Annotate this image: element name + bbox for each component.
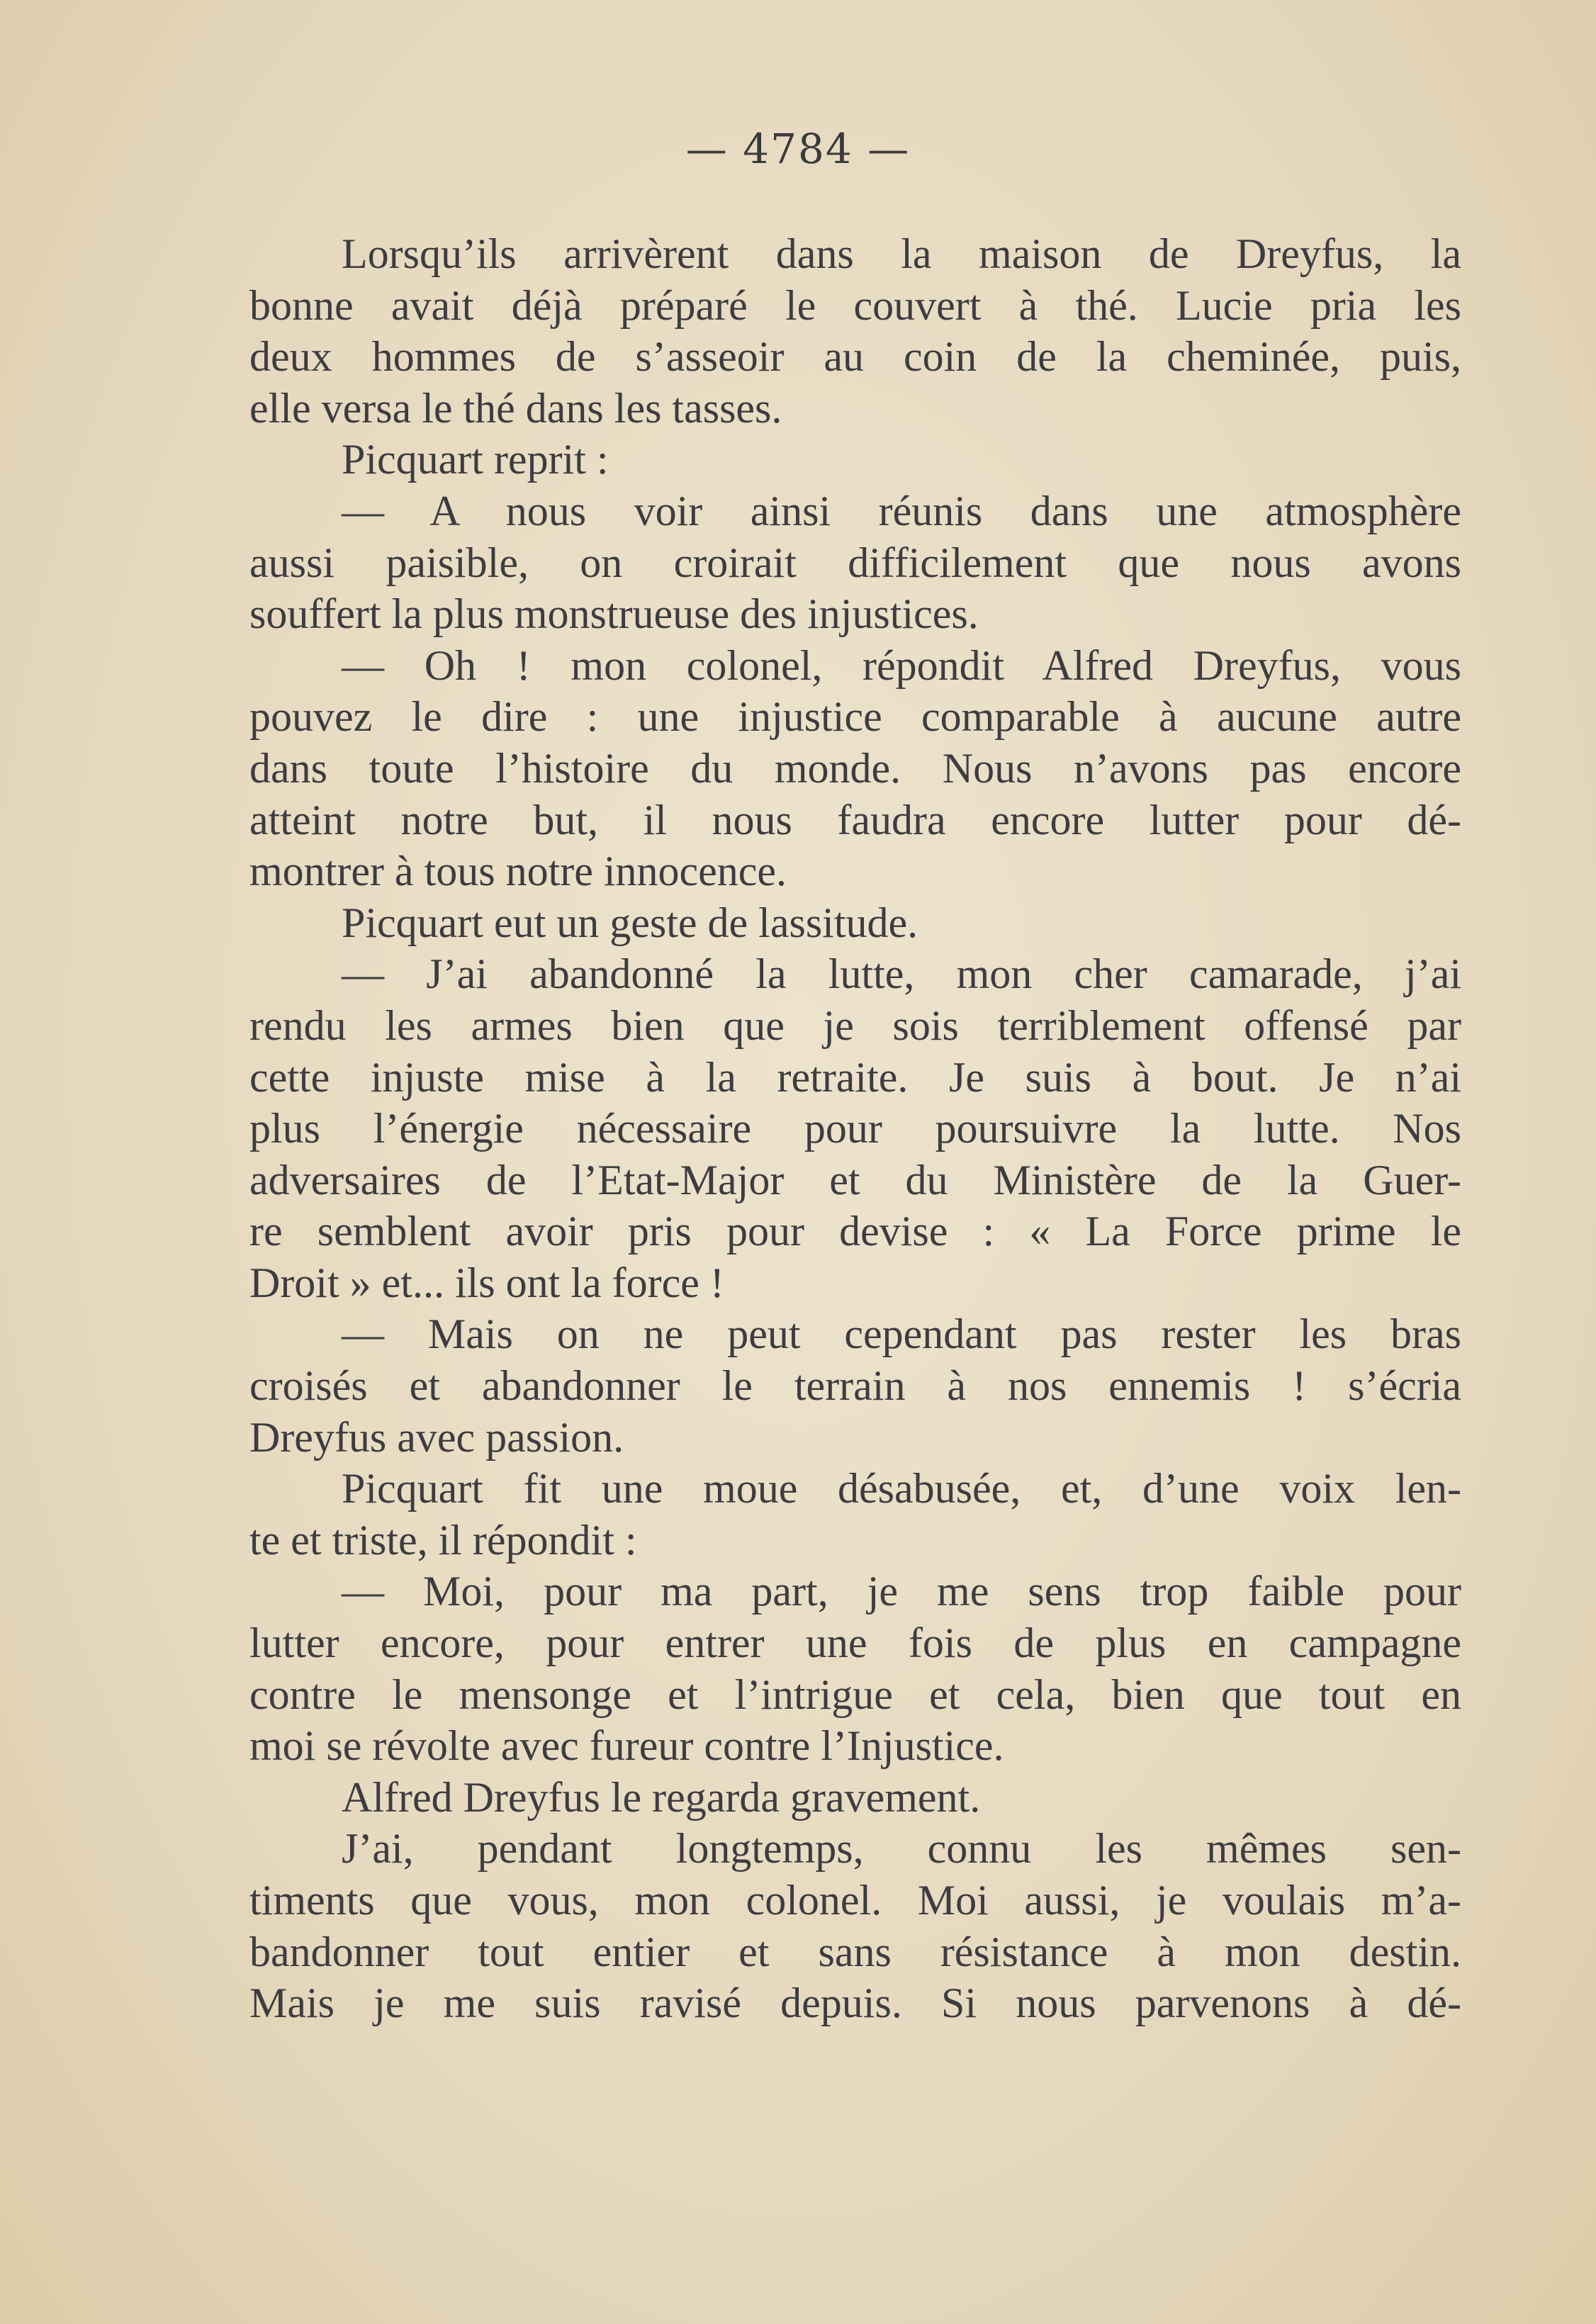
text-line: Picquart reprit :: [342, 436, 609, 483]
text-line: pouvez le dire : une injustice comparable à aucune autre: [249, 693, 1461, 741]
text-line: — Mais on ne peut cependant pas rester les bras: [342, 1310, 1461, 1358]
text-line: — Moi, pour ma part, je me sens trop faible pour: [342, 1568, 1461, 1615]
text-line: moi se révolte avec fureur contre l’Injustice.: [249, 1722, 1004, 1770]
body-text: [249, 228, 1461, 2029]
text-line: Droit » et... ils ont la force !: [249, 1259, 724, 1306]
text-line: te et triste, il répondit :: [249, 1516, 637, 1564]
text-line: souffert la plus monstrueuse des injustices.: [249, 590, 979, 638]
text-line: Picquart fit une moue désabusée, et, d’une voix len-: [342, 1465, 1461, 1512]
text-line: Picquart eut un geste de lassitude.: [342, 899, 918, 946]
text-line: — Oh ! mon colonel, répondit Alfred Dreyfus, vous: [342, 641, 1461, 689]
text-line: re semblent avoir pris pour devise : « La Force prime le: [249, 1208, 1461, 1255]
text-line: — A nous voir ainsi réunis dans une atmosphère: [342, 487, 1461, 534]
text-line: aussi paisible, on croirait difficilement que nous avons: [249, 539, 1461, 586]
text-line: montrer à tous notre innocence.: [249, 848, 787, 895]
text-line: contre le mensonge et l’intrigue et cela, bien que tout en: [249, 1671, 1461, 1718]
text-line: Mais je me suis ravisé depuis. Si nous parvenons à dé-: [249, 1980, 1461, 2027]
text-line: bonne avait déjà préparé le couvert à thé. Lucie pria les: [249, 281, 1461, 329]
page-number: — 4784 —: [685, 125, 911, 173]
text-line: Lorsqu’ils arrivèrent dans la maison de Dreyfus, la: [342, 230, 1461, 277]
text-line: timents que vous, mon colonel. Moi aussi, je voulais m’a-: [249, 1877, 1461, 1924]
text-line: bandonner tout entier et sans résistance à mon destin.: [249, 1928, 1461, 1975]
text-line: plus l’énergie nécessaire pour poursuivre la lutte. Nos: [249, 1105, 1461, 1152]
text-line: Alfred Dreyfus le regarda gravement.: [342, 1773, 981, 1821]
text-line: elle versa le thé dans les tasses.: [249, 384, 782, 432]
text-line: — J’ai abandonné la lutte, mon cher camarade, j’ai: [342, 950, 1461, 998]
text-line: croisés et abandonner le terrain à nos ennemis ! s’écria: [249, 1362, 1461, 1410]
text-line: rendu les armes bien que je sois terriblement offensé par: [249, 1001, 1461, 1049]
text-line: adversaires de l’Etat-Major et du Ministère de la Guer-: [249, 1156, 1461, 1203]
text-line: dans toute l’histoire du monde. Nous n’avons pas encore: [249, 744, 1461, 792]
text-line: Dreyfus avec passion.: [249, 1413, 624, 1461]
text-line: lutter encore, pour entrer une fois de plus en campagne: [249, 1619, 1461, 1667]
text-line: J’ai, pendant longtemps, connu les mêmes sen-: [342, 1825, 1461, 1873]
text-line: cette injuste mise à la retraite. Je suis à bout. Je n’ai: [249, 1053, 1461, 1101]
text-line: atteint notre but, il nous faudra encore lutter pour dé-: [249, 796, 1461, 843]
text-line: deux hommes de s’asseoir au coin de la cheminée, puis,: [249, 333, 1461, 381]
